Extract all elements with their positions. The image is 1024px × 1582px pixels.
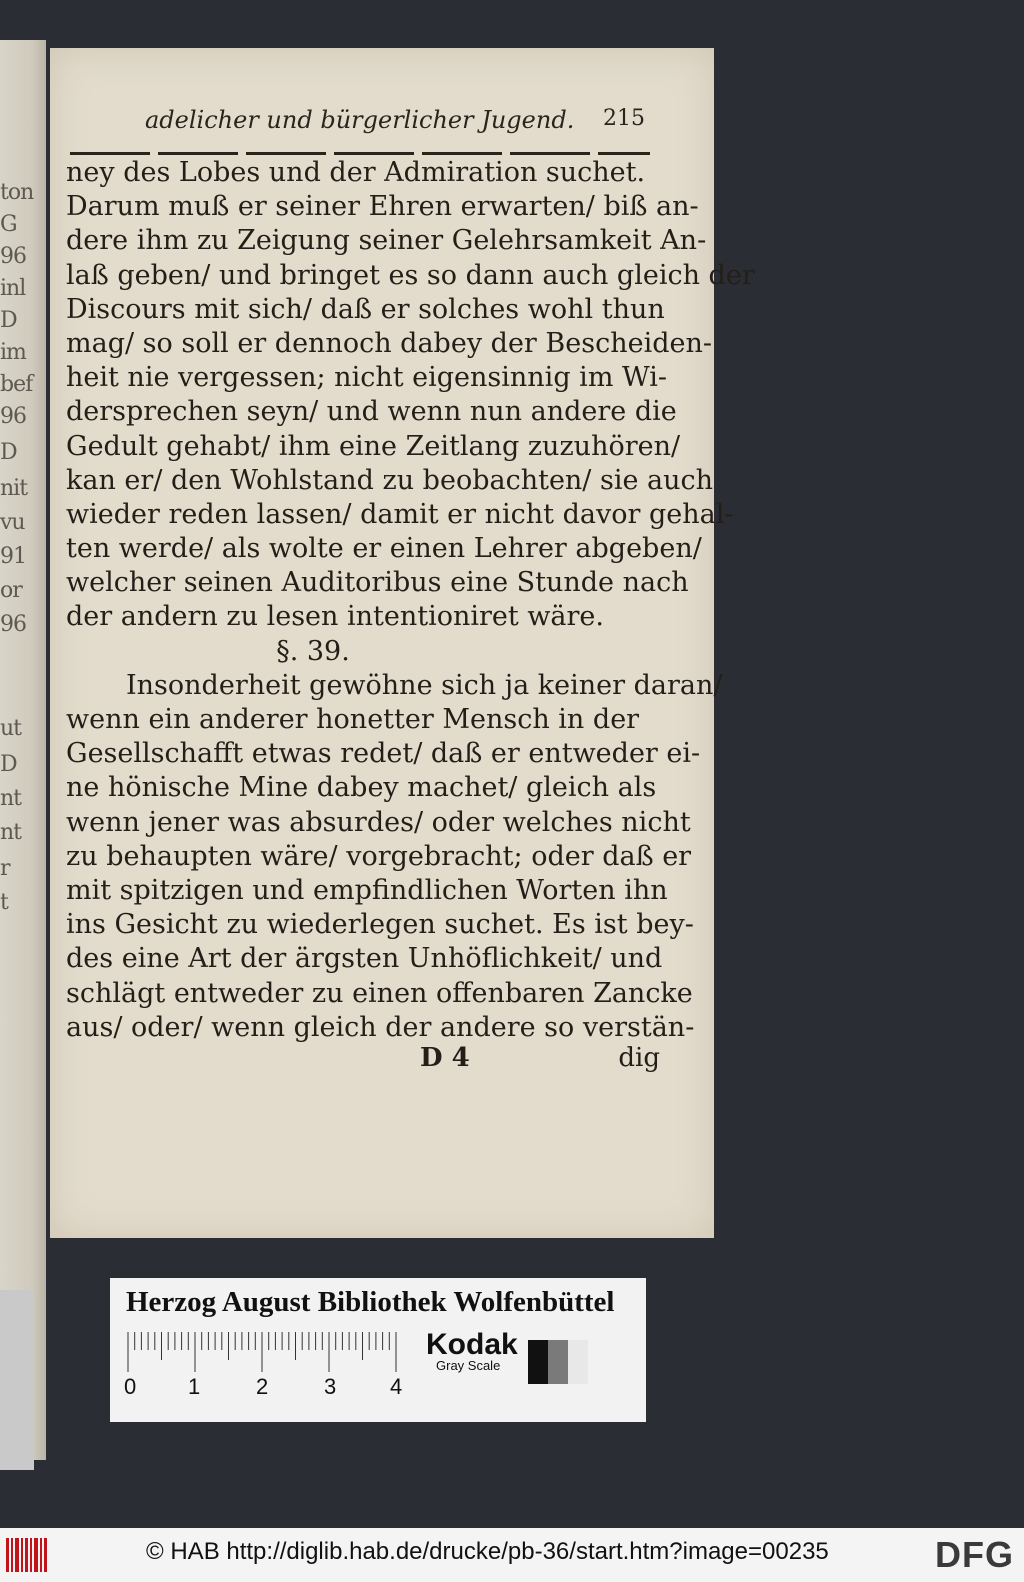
- barcode-icon: [6, 1538, 48, 1572]
- swatch-white: [568, 1340, 588, 1384]
- adjacent-page-fragment: D: [0, 752, 17, 777]
- ruler-number: 2: [256, 1374, 269, 1399]
- adjacent-page-edge: [0, 40, 46, 1460]
- adjacent-page-fragment: ut: [0, 716, 22, 741]
- signature-mark: D 4: [420, 1043, 470, 1073]
- copyright-link[interactable]: © HAB http://diglib.hab.de/drucke/pb-36/start.htm?image=00235: [146, 1538, 829, 1565]
- dfg-logo: DFG: [935, 1534, 1014, 1575]
- text-line: aus/ oder/ wenn gleich der andere so verstän-: [66, 1011, 695, 1043]
- adjacent-page-fragment: r: [0, 856, 10, 881]
- adjacent-page-fragment: 96: [0, 404, 26, 429]
- library-name: Herzog August Bibliothek Wolfenbüttel: [126, 1286, 615, 1318]
- running-head: adelicher und bürgerlicher Jugend.: [145, 106, 575, 134]
- text-line: Darum muß er seiner Ehren erwarten/ biß an-: [66, 191, 699, 223]
- text-line: laß geben/ und bringet es so dann auch gleich der: [66, 259, 755, 291]
- library-color-card: [110, 1278, 646, 1422]
- swatch-gray: [548, 1340, 568, 1384]
- page-number: 215: [603, 106, 645, 131]
- body-text: [66, 156, 755, 1045]
- adjacent-page-fragment: nit: [0, 476, 28, 501]
- adjacent-page-fragment: G: [0, 212, 17, 237]
- gray-swatches: [528, 1340, 588, 1384]
- text-line: wenn jener was absurdes/ oder welches nicht: [66, 806, 691, 838]
- kodak-logo: Kodak: [426, 1328, 518, 1361]
- text-line: dere ihm zu Zeigung seiner Gelehrsamkeit An-: [66, 225, 707, 257]
- text-line: heit nie vergessen; nicht eigensinnig im Wi-: [66, 362, 668, 394]
- adjacent-page-fragment: ton: [0, 180, 34, 205]
- adjacent-page-fragment: im: [0, 340, 26, 365]
- adjacent-page-fragment: 96: [0, 244, 26, 269]
- text-line: wieder reden lassen/ damit er nicht davor gehal-: [66, 498, 734, 530]
- adjacent-page-fragment: 96: [0, 612, 26, 637]
- footer-bar: [0, 1528, 1024, 1582]
- section-heading: §. 39.: [276, 635, 350, 667]
- text-line: welcher seinen Auditoribus eine Stunde nach: [66, 567, 689, 599]
- text-line: Discours mit sich/ daß er solches wohl thun: [66, 293, 665, 325]
- text-line: ten werde/ als wolte er einen Lehrer abgeben/: [66, 533, 702, 565]
- text-line: ney des Lobes und der Admiration suchet.: [66, 157, 646, 188]
- catchword: dig: [618, 1043, 660, 1073]
- gray-scale-caption: Gray Scale: [436, 1358, 501, 1373]
- adjacent-page-fragment: D: [0, 440, 17, 465]
- adjacent-page-fragment: vu: [0, 510, 25, 535]
- ruler-number: 4: [390, 1374, 403, 1399]
- ruler-number: 3: [324, 1374, 337, 1399]
- text-line: des eine Art der ärgsten Unhöflichkeit/ und: [66, 943, 663, 975]
- book-page: [50, 48, 755, 1238]
- adjacent-page-fragment: nt: [0, 820, 22, 845]
- adjacent-page-fragment: t: [0, 890, 8, 915]
- text-line: kan er/ den Wohlstand zu beobachten/ sie auch: [66, 464, 714, 496]
- text-line: zu behaupten wäre/ vorgebracht; oder daß er: [66, 840, 692, 872]
- adjacent-page-fragment: D: [0, 308, 17, 333]
- ruler-number: 1: [188, 1374, 201, 1399]
- text-line: ins Gesicht zu wiederlegen suchet. Es ist bey-: [66, 909, 694, 941]
- swatch-black: [528, 1340, 548, 1384]
- ruler-number: 0: [124, 1374, 137, 1399]
- adjacent-page-fragment: bef: [0, 372, 33, 397]
- adjacent-page-fragment: or: [0, 578, 22, 603]
- adjacent-page-fragment: inl: [0, 276, 26, 301]
- text-line: Gedult gehabt/ ihm eine Zeitlang zuzuhören/: [66, 430, 681, 462]
- text-line: ne hönische Mine dabey machet/ gleich als: [66, 772, 657, 804]
- page-header: [145, 106, 645, 142]
- text-line: dersprechen seyn/ und wenn nun andere die: [66, 396, 677, 428]
- text-line: Insonderheit gewöhne sich ja keiner daran/: [126, 669, 723, 701]
- header-rule: [70, 152, 650, 155]
- text-line: der andern zu lesen intentioniret wäre.: [66, 601, 604, 633]
- adjacent-page-fragment: 91: [0, 544, 26, 569]
- adjacent-page-strip: [0, 1290, 34, 1470]
- page-foot: [420, 1043, 660, 1077]
- text-line: Gesellschafft etwas redet/ daß er entweder ei-: [66, 738, 701, 770]
- text-line: mag/ so soll er dennoch dabey der Bescheiden-: [66, 327, 712, 359]
- text-line: schlägt entweder zu einen offenbaren Zancke: [66, 977, 693, 1009]
- text-line: mit spitzigen und empfindlichen Worten ihn: [66, 874, 668, 906]
- text-line: wenn ein anderer honetter Mensch in der: [66, 704, 640, 735]
- ruler-scale: [126, 1332, 406, 1372]
- adjacent-page-fragment: nt: [0, 786, 22, 811]
